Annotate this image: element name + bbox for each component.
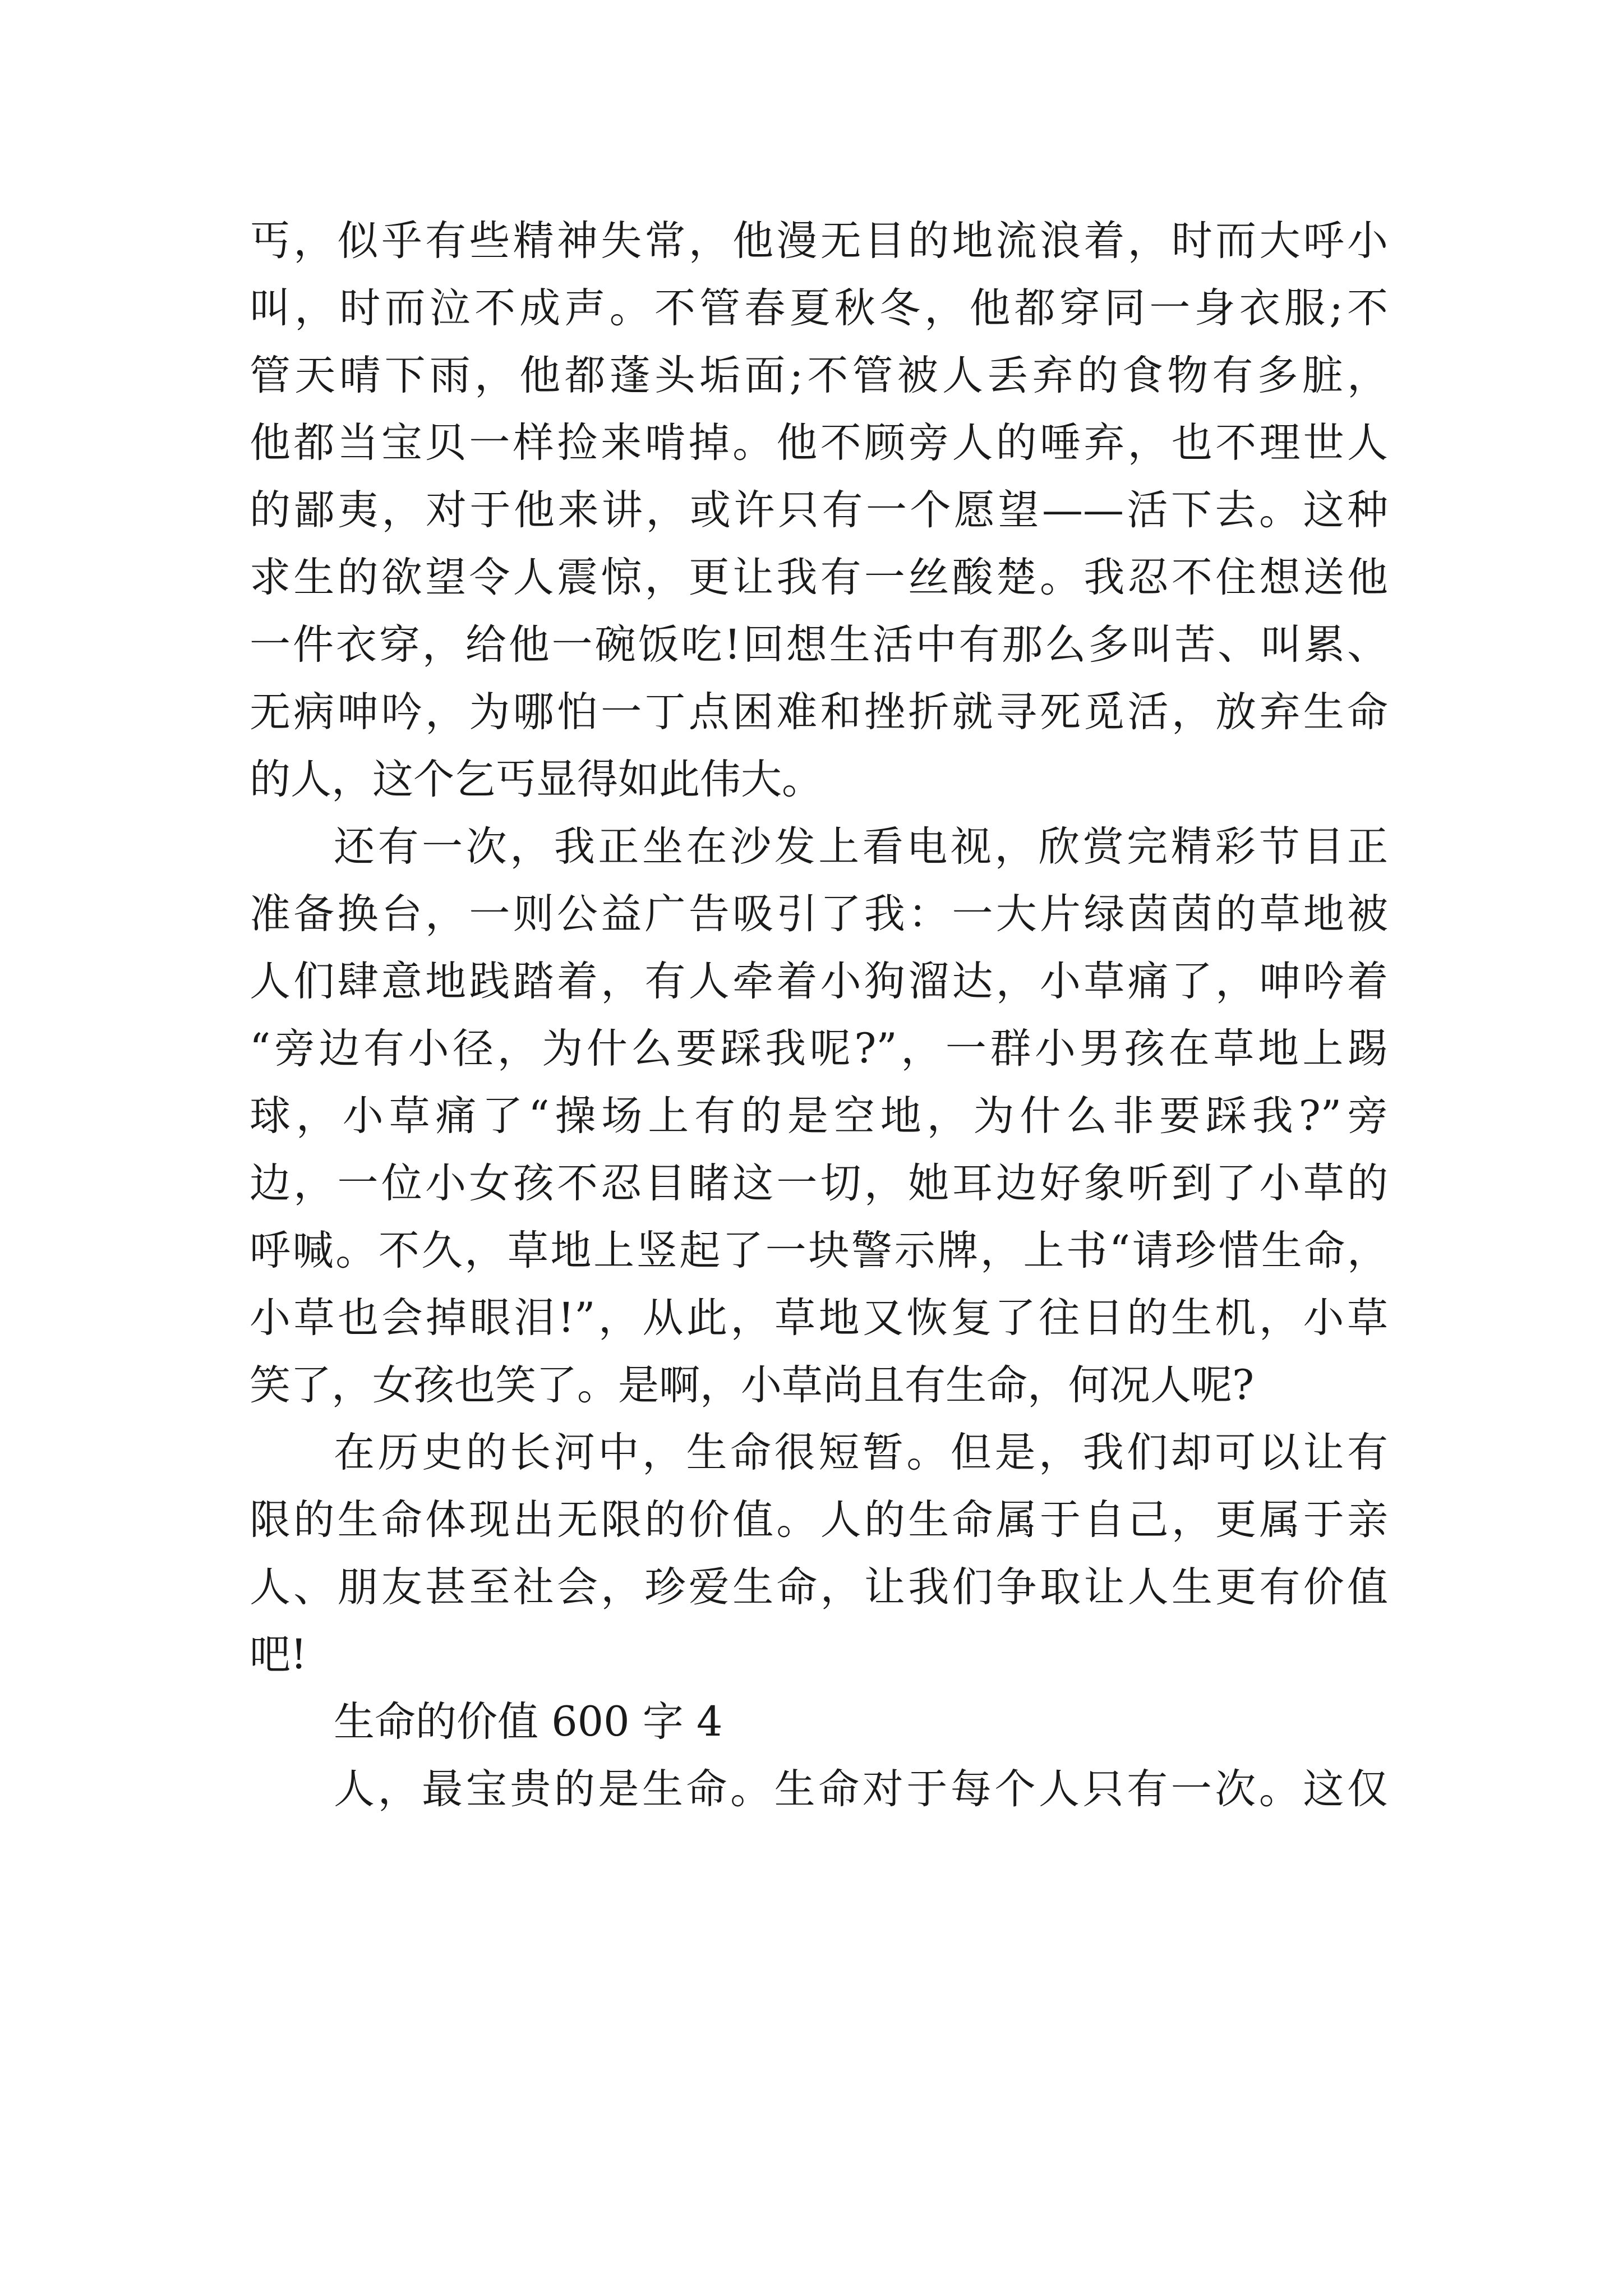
paragraph-1-line-5: 的鄙夷，对于他来讲，或许只有一个愿望——活下去。这种 [250,486,1388,534]
paragraph-2-line-8: 小草也会掉眼泪!”，从此，草地又恢复了往日的生机，小草 [250,1294,1388,1342]
paragraph-2-line-6: 边，一位小女孩不忍目睹这一切，她耳边好象听到了小草的 [250,1159,1388,1207]
paragraph-3-line-1: 在历史的长河中，生命很短暂。但是，我们却可以让有 [334,1429,1388,1476]
paragraph-1-line-3: 管天晴下雨，他都蓬头垢面;不管被人丢弃的食物有多脏， [250,352,1388,399]
paragraph-4-line-1: 人，最宝贵的是生命。生命对于每个人只有一次。这仅 [334,1765,1388,1813]
paragraph-1-line-9: 的人，这个乞丐显得如此伟大。 [250,756,823,803]
section-heading: 生命的价值 600 字 4 [334,1698,723,1746]
paragraph-3-line-3: 人、朋友甚至社会，珍爱生命，让我们争取让人生更有价值 [250,1563,1388,1611]
paragraph-1-line-6: 求生的欲望令人震惊，更让我有一丝酸楚。我忍不住想送他 [250,554,1388,601]
paragraph-2-line-5: 球，小草痛了“操场上有的是空地，为什么非要踩我?”旁 [250,1092,1388,1140]
paragraph-3-line-2: 限的生命体现出无限的价值。人的生命属于自己，更属于亲 [250,1496,1388,1544]
document-body [250,208,1388,1823]
paragraph-1-line-8: 无病呻吟，为哪怕一丁点困难和挫折就寻死觅活，放弃生命 [250,688,1388,736]
paragraph-2-line-4: “旁边有小径，为什么要踩我呢?”，一群小男孩在草地上踢 [250,1025,1388,1073]
paragraph-2-line-9: 笑了，女孩也笑了。是啊，小草尚且有生命，何况人呢? [250,1361,1255,1409]
paragraph-2-line-2: 准备换台，一则公益广告吸引了我：一大片绿茵茵的草地被 [250,890,1388,938]
paragraph-1-line-1: 丐，似乎有些精神失常，他漫无目的地流浪着，时而大呼小 [250,217,1388,265]
paragraph-1-line-2: 叫，时而泣不成声。不管春夏秋冬，他都穿同一身衣服;不 [250,284,1388,332]
paragraph-2-line-7: 呼喊。不久，草地上竖起了一块警示牌，上书“请珍惜生命， [250,1227,1388,1274]
paragraph-1-line-4: 他都当宝贝一样捡来啃掉。他不顾旁人的唾弃，也不理世人 [250,419,1388,467]
paragraph-2-line-3: 人们肆意地践踏着，有人牵着小狗溜达，小草痛了，呻吟着 [250,958,1388,1005]
paragraph-2-line-1: 还有一次，我正坐在沙发上看电视，欣赏完精彩节目正 [334,823,1388,871]
paragraph-3-line-4: 吧! [250,1631,307,1678]
paragraph-1-line-7: 一件衣穿，给他一碗饭吃!回想生活中有那么多叫苦、叫累、 [250,621,1388,669]
